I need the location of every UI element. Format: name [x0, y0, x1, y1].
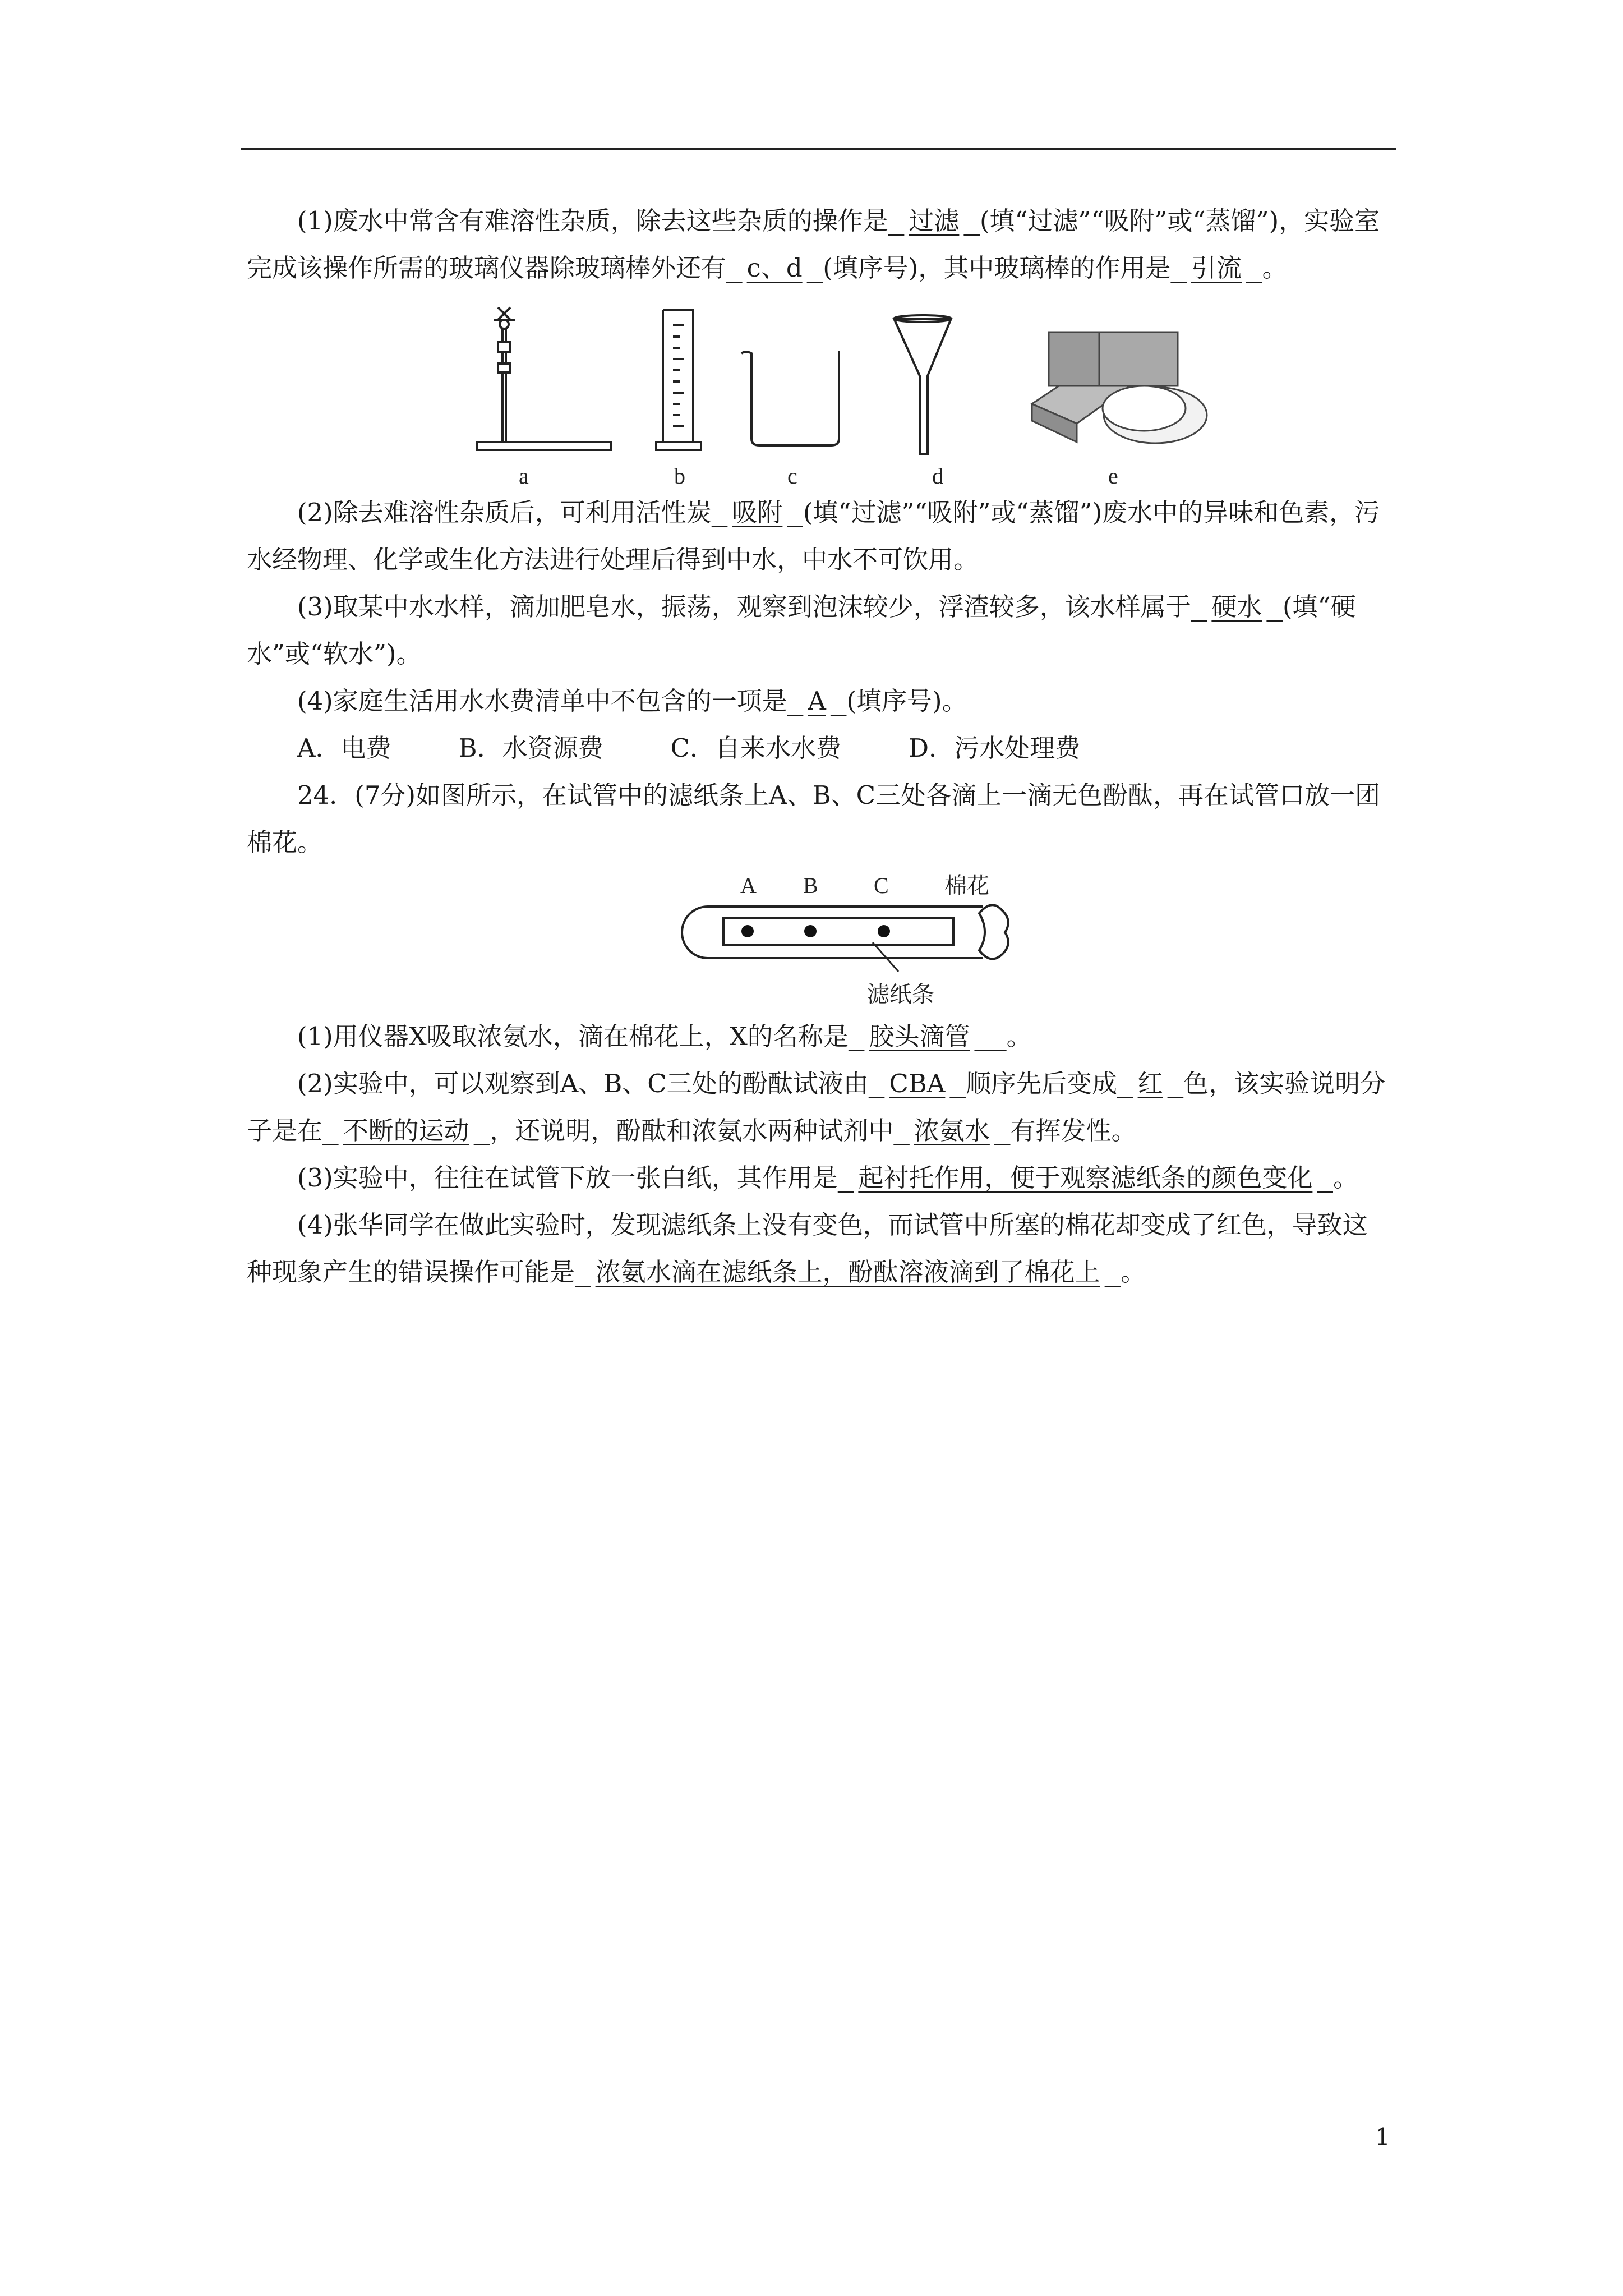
label-filter-strip: 滤纸条 [867, 982, 934, 1007]
answer-blank: 浓氨水 [914, 1116, 990, 1145]
drop-c [878, 925, 890, 937]
answer-blank: CBA [889, 1069, 946, 1098]
answer-blank: c、d [746, 253, 803, 283]
test-tube-drawing [247, 866, 1391, 1013]
option-a: A．电费 [297, 733, 391, 763]
answer-blank: 红 [1137, 1069, 1163, 1098]
answer-blank: 吸附 [732, 498, 783, 527]
q23-part1: (1)废水中常含有难溶性杂质，除去这些杂质的操作是 过滤 (填“过滤”“吸附”或“蒸馏”)，实验室完成该操作所需的玻璃仪器除玻璃棒外还有 c、d (填序号)，其中玻璃棒的作用是 引流 。 [247, 206, 1380, 283]
q24-stem: 24．(7分)如图所示，在试管中的滤纸条上A、B、C三处各滴上一滴无色酚酞，再在试管口放一团棉花。 [247, 780, 1381, 857]
q23-options [247, 725, 1391, 772]
q24-part2: (2)实验中，可以观察到A、B、C三处的酚酞试液由 CBA 顺序先后变成 红 色，该实验说明分子是在 不断的运动 ，还说明，酚酞和浓氨水两种试剂中 浓氨水 有挥发性。 [247, 1069, 1386, 1145]
header-rule [241, 148, 1396, 150]
q24-part3: (3)实验中，往往在试管下放一张白纸，其作用是 起衬托作用，便于观察滤纸条的颜色变化 。 [297, 1163, 1358, 1193]
q23-part2: (2)除去难溶性杂质后，可利用活性炭 吸附 (填“过滤”“吸附”或“蒸馏”)废水中的异味和色素，污水经物理、化学或生化方法进行处理后得到中水，中水不可饮用。 [247, 498, 1380, 574]
answer-blank: 不断的运动 [343, 1116, 469, 1145]
page-number: 1 [1375, 2123, 1390, 2151]
label-cotton: 棉花 [944, 873, 989, 899]
option-c: C．自来水水费 [670, 733, 842, 763]
q23-part4: (4)家庭生活用水水费清单中不包含的一项是 A (填序号)。 [297, 686, 967, 716]
question-content [247, 197, 1391, 1296]
graduated-cylinder-icon [656, 310, 701, 450]
filter-paper-icon [1032, 332, 1207, 443]
drop-a [741, 925, 754, 937]
answer-blank: 胶头滴管 [869, 1022, 970, 1051]
beaker-icon [741, 351, 839, 445]
label-c: C [874, 873, 889, 898]
iron-stand-icon [477, 307, 611, 450]
answer-blank: 浓氨水滴在滤纸条上，酚酞溶液滴到了棉花上 [595, 1257, 1100, 1287]
figure-label-c: c [787, 463, 797, 489]
q24-part1: (1)用仪器X吸取浓氨水，滴在棉花上，X的名称是 胶头滴管 。 [297, 1022, 1032, 1051]
answer-blank: 硬水 [1211, 592, 1262, 622]
label-a: A [740, 873, 757, 898]
option-b: B．水资源费 [458, 733, 603, 763]
figure-label-d: d [932, 463, 943, 489]
figure-label-a: a [519, 463, 529, 489]
test-tube-figure [247, 866, 1391, 1013]
apparatus-figure [247, 292, 1391, 489]
apparatus-drawings [247, 292, 1391, 489]
answer-blank: 过滤 [909, 206, 960, 236]
label-b: B [803, 873, 818, 898]
figure-label-b: b [674, 463, 685, 489]
answer-blank: 起衬托作用，便于观察滤纸条的颜色变化 [858, 1163, 1313, 1193]
drop-b [804, 925, 817, 937]
q24-part4: (4)张华同学在做此实验时，发现滤纸条上没有变色，而试管中所塞的棉花却变成了红色，导致这种现象产生的错误操作可能是 浓氨水滴在滤纸条上，酚酞溶液滴到了棉花上 。 [247, 1210, 1368, 1287]
q23-part3: (3)取某中水水样，滴加肥皂水，振荡，观察到泡沫较少，浮渣较多，该水样属于 硬水 (填“硬水”或“软水”)。 [247, 592, 1356, 669]
answer-blank: 引流 [1191, 253, 1242, 283]
test-tube-icon [682, 905, 1008, 972]
option-d: D．污水处理费 [909, 733, 1081, 763]
answer-blank: A [808, 686, 826, 716]
figure-label-e: e [1108, 463, 1118, 489]
funnel-icon [894, 315, 951, 454]
